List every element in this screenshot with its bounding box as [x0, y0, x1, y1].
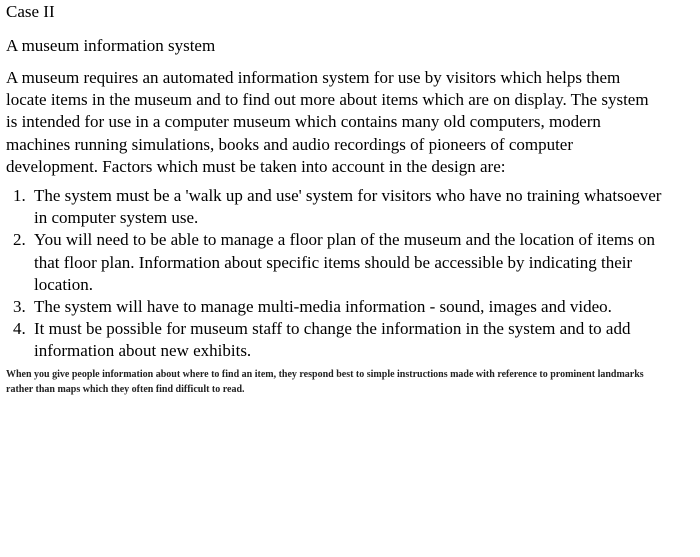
factor-line: information about new exhibits. [34, 341, 252, 361]
factor-line: in computer system use. [34, 208, 199, 228]
intro-line: machines running simulations, books and audio recordings of pioneers of computer [6, 134, 574, 154]
factor-line: that floor plan. Information about specific items should be accessible by indicating their [34, 252, 633, 272]
factor-item [6, 229, 696, 296]
intro-line: development. Factors which must be taken into account in the design are: [6, 156, 506, 176]
factor-number: 3. [13, 297, 26, 317]
case-title: Case II [6, 2, 55, 21]
factor-line: The system must be a 'walk up and use' system for visitors who have no training whatsoever [34, 186, 662, 206]
document-subtitle: A museum information system [6, 36, 216, 55]
factor-item [6, 318, 696, 362]
footnote [6, 367, 696, 398]
factor-item [6, 185, 696, 229]
factor-number: 2. [13, 230, 26, 250]
intro-paragraph [6, 67, 696, 178]
factor-line: You will need to be able to manage a floor plan of the museum and the location of items on [34, 230, 655, 250]
factor-item [6, 296, 696, 318]
document-page [6, 0, 696, 398]
intro-line: A museum requires an automated information system for use by visitors which helps them [6, 68, 621, 87]
factors-list [6, 185, 696, 363]
factor-number: 1. [13, 186, 26, 206]
intro-line: is intended for use in a computer museum which contains many old computers, modern [6, 112, 601, 132]
footnote-line: When you give people information about where to find an item, they respond best to simple instructions made with reference to prominent landmarks [6, 368, 644, 380]
factor-line: The system will have to manage multi-media information - sound, images and video. [34, 297, 612, 317]
intro-line: locate items in the museum and to find out more about items which are on display. The system [6, 90, 649, 110]
factor-line: location. [34, 274, 94, 294]
footnote-line: rather than maps which they often find difficult to read. [6, 384, 245, 396]
factor-line: It must be possible for museum staff to change the information in the system and to add [34, 319, 631, 339]
factor-number: 4. [13, 319, 26, 339]
